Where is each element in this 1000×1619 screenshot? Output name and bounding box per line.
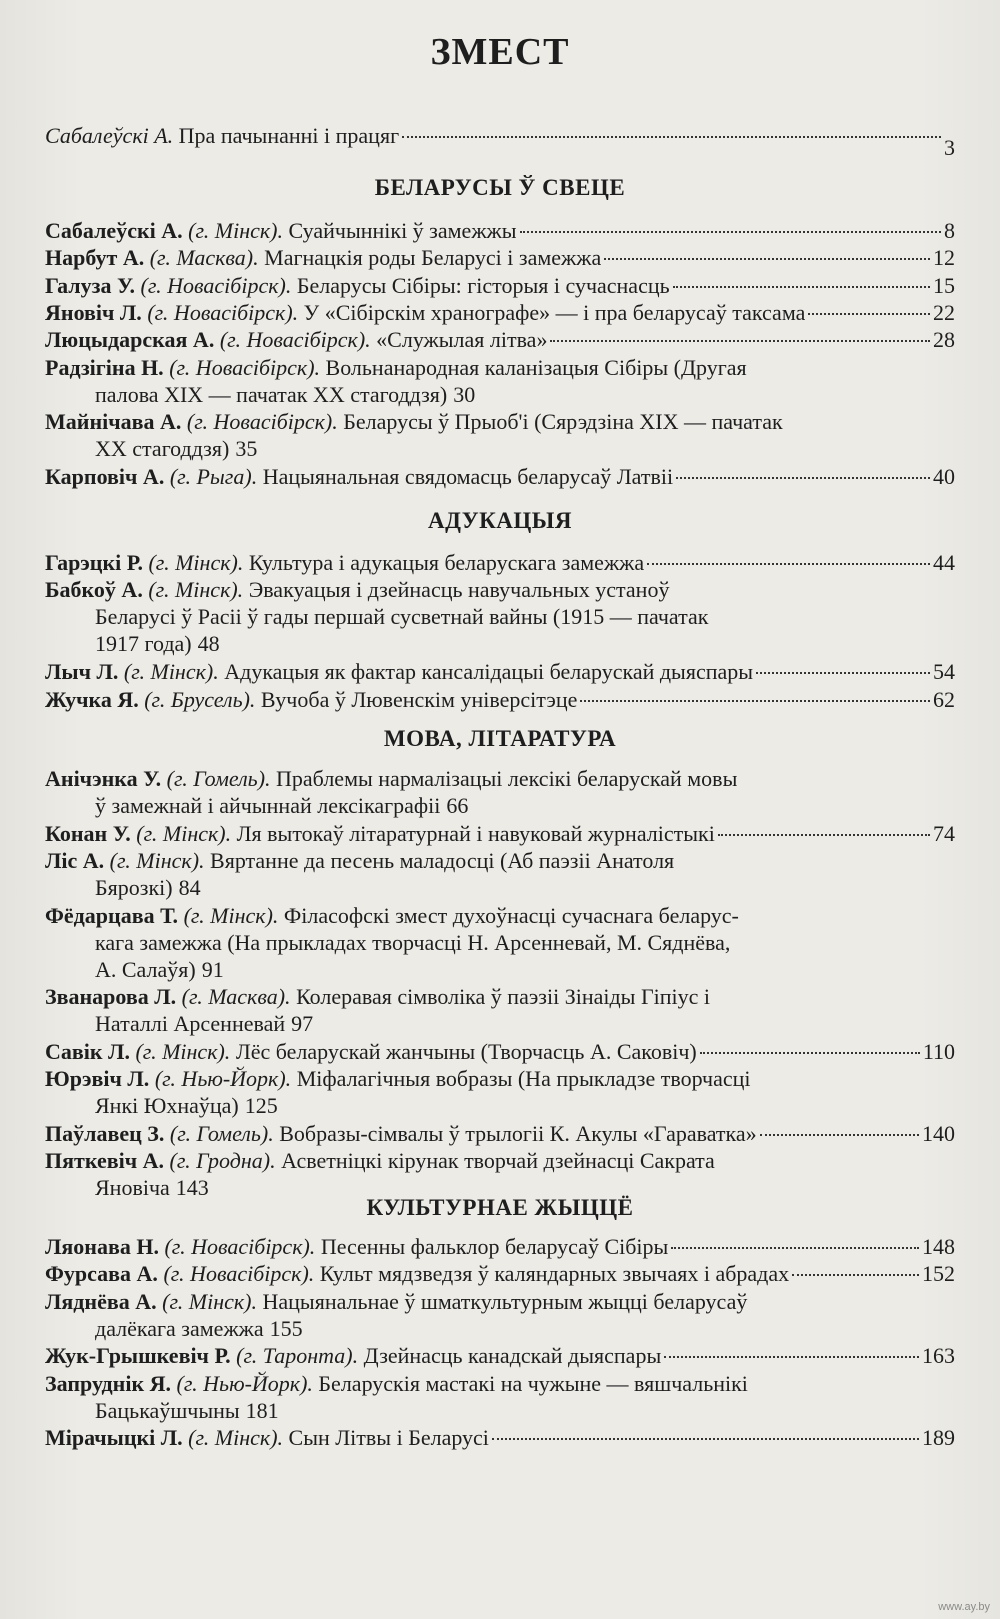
entry-city: (г. Гомель). xyxy=(169,1120,274,1146)
entry-city: (г. Мінск). xyxy=(109,847,205,873)
toc-entry-line xyxy=(45,658,955,685)
toc-entry[interactable] xyxy=(45,1233,955,1260)
toc-entry[interactable] xyxy=(45,1342,955,1369)
entry-text xyxy=(45,686,577,713)
entry-text xyxy=(45,122,399,149)
entry-author: Карповіч А. xyxy=(45,463,170,489)
entry-title: «Служылая літва» xyxy=(370,327,548,353)
toc-entry-continuation xyxy=(45,1092,955,1119)
page-number: 44 xyxy=(933,550,955,575)
toc-entry[interactable] xyxy=(45,549,955,576)
entry-title: У «Сібірскім хранографе» — і пра беларусаў таксама xyxy=(298,299,806,325)
entry-text xyxy=(45,355,747,380)
toc-entry-continuation xyxy=(45,1397,955,1424)
page-number: 74 xyxy=(933,820,955,846)
entry-title: Эвакуацыя і дзейнасць навучальных устаноў xyxy=(243,577,670,603)
entry-author: Пяткевіч А. xyxy=(45,1148,170,1174)
page-number: 125 xyxy=(244,1093,278,1119)
entry-author: Галуза У. xyxy=(45,272,141,298)
toc-entry[interactable] xyxy=(45,765,955,819)
toc-entry-continuation xyxy=(45,956,955,983)
entry-city: (г. Новасібірск). xyxy=(186,409,338,435)
entry-author: Жук-Грышкевіч Р. xyxy=(45,1343,237,1369)
toc-entry-line xyxy=(45,1120,955,1147)
toc-entry[interactable] xyxy=(45,408,955,462)
toc-entry-line xyxy=(45,1233,955,1260)
entry-city: (г. Мінск). xyxy=(136,820,232,846)
entry-city: (г. Мінск). xyxy=(148,577,244,603)
entry-author: Ляднёва А. xyxy=(45,1288,163,1314)
toc-entry-line xyxy=(45,1065,955,1092)
page-title: ЗМЕСТ xyxy=(430,31,570,73)
entry-author: Паўлавец З. xyxy=(45,1120,170,1146)
entry-author: Анічэнка У. xyxy=(45,766,167,791)
entry-text xyxy=(45,272,670,299)
entry-city: (г. Мінск). xyxy=(123,659,219,685)
dot-leader xyxy=(756,671,930,674)
entry-title: Міфалагічныя вобразы (На прыкладзе творчасці xyxy=(291,1066,751,1092)
entry-author: Сабалеўскі А. xyxy=(45,123,174,148)
entry-text xyxy=(45,766,737,791)
entry-text xyxy=(45,463,673,490)
toc-entry-line xyxy=(45,217,955,244)
page-number: 54 xyxy=(933,659,955,685)
entry-author: Конан У. xyxy=(45,820,137,846)
entry-author: Сабалеўскі А. xyxy=(45,218,189,243)
page-number: 62 xyxy=(933,686,955,712)
entry-title: Бацькаўшчыны xyxy=(95,1397,240,1423)
dot-leader xyxy=(676,476,930,479)
page-number: 181 xyxy=(245,1397,279,1423)
toc-entry[interactable] xyxy=(45,820,955,847)
section-heading: КУЛЬТУРНАЕ ЖЫЦЦЁ xyxy=(366,1195,634,1220)
section-heading: БЕЛАРУСЫ Ў СВЕЦЕ xyxy=(374,175,626,200)
page-number: 48 xyxy=(197,631,220,657)
entry-title: Вольнанародная каланізацыя Сібіры (Другая xyxy=(320,354,747,380)
entry-city: (г. Мінск). xyxy=(135,1039,231,1064)
toc-entry[interactable] xyxy=(45,272,955,299)
toc-entry-line xyxy=(45,1424,955,1451)
entry-city: (г. Мінск). xyxy=(188,218,283,243)
toc-entry-continuation xyxy=(45,792,955,819)
toc-entry-continuation xyxy=(45,630,955,657)
toc-entry-line xyxy=(45,408,955,435)
dot-leader xyxy=(520,230,941,233)
entry-text xyxy=(45,903,739,928)
page-number: 84 xyxy=(178,874,201,900)
entry-title: Лёс беларускай жанчыны (Творчасць А. Саковіч) xyxy=(230,1039,697,1064)
entry-city: (г. Новасібірск). xyxy=(147,299,299,325)
toc-entry-line xyxy=(45,299,955,326)
entry-city: (г. Нью-Йорк). xyxy=(154,1066,292,1092)
entry-city: (г. Рыга). xyxy=(169,463,258,489)
entry-text xyxy=(45,658,753,685)
toc-entry-line xyxy=(45,1147,955,1174)
entry-author: Ляонава Н. xyxy=(45,1234,165,1259)
toc-entry[interactable] xyxy=(45,244,955,271)
page-number: 110 xyxy=(922,1039,955,1064)
entry-city: (г. Нью-Йорк). xyxy=(176,1370,313,1396)
entry-text xyxy=(45,244,601,271)
page-number: 28 xyxy=(933,327,955,353)
entry-title: XX стагоддзя) xyxy=(95,436,230,462)
toc-entry[interactable] xyxy=(45,1147,955,1201)
toc-entry-line xyxy=(45,326,955,353)
entry-text xyxy=(45,1342,661,1369)
entry-text xyxy=(45,1066,751,1091)
page-number: 189 xyxy=(922,1425,955,1451)
entry-city: (г. Новасібірск). xyxy=(219,327,371,353)
entry-author: Майнічава А. xyxy=(45,409,187,435)
entry-text xyxy=(45,549,644,576)
entry-city: (г. Новасібірск). xyxy=(140,272,292,298)
entry-text xyxy=(45,1233,668,1260)
entry-author: Фурсава А. xyxy=(45,1261,164,1287)
toc-entry-intro[interactable] xyxy=(45,122,955,160)
toc-entry[interactable] xyxy=(45,658,955,685)
entry-author: Фёдарцава Т. xyxy=(45,902,184,928)
entry-text xyxy=(45,1371,748,1396)
toc-entry[interactable] xyxy=(45,354,955,408)
toc-entry[interactable] xyxy=(45,217,955,244)
entry-author: Гарэцкі Р. xyxy=(45,550,149,575)
entry-author: Лыч Л. xyxy=(45,659,124,685)
entry-text xyxy=(45,326,547,353)
entry-title: Вяртанне да песень маладосці (Аб паэзіі Анатоля xyxy=(204,847,675,873)
toc-entry[interactable] xyxy=(45,847,955,901)
entry-text xyxy=(45,984,710,1009)
entry-city: (г. Мінск). xyxy=(183,902,279,928)
entry-title: Сын Літвы і Беларусі xyxy=(283,1425,489,1451)
page-number: 40 xyxy=(933,463,955,489)
page-number: 8 xyxy=(944,218,955,243)
entry-title: Нацыянальная свядомасць беларусаў Латвіі xyxy=(257,463,674,489)
dot-leader xyxy=(792,1273,919,1276)
toc-entry-line xyxy=(45,1288,955,1315)
entry-title: Культ мядзведзя ў каляндарных звычаях і абрадах xyxy=(314,1261,790,1287)
toc-entry-continuation xyxy=(45,1010,955,1037)
toc-entry-line xyxy=(45,983,955,1010)
entry-title: палова XIX — пачатак XX стагоддзя) xyxy=(95,381,448,407)
toc-entry[interactable] xyxy=(45,1424,955,1451)
page-number: 155 xyxy=(269,1315,303,1341)
entry-text xyxy=(45,1148,715,1173)
entry-title: Вучоба ў Лювенскім універсітэце xyxy=(255,686,578,712)
toc-entry-line xyxy=(45,549,955,576)
dot-leader xyxy=(647,562,930,565)
entry-text xyxy=(45,1260,789,1287)
entry-title: Янкі Юхнаўца) xyxy=(95,1093,239,1119)
toc-entry-continuation xyxy=(45,929,955,956)
entry-city: (г. Гомель). xyxy=(166,766,271,791)
entry-author: Радзігіна Н. xyxy=(45,354,170,380)
entry-text xyxy=(45,1038,697,1065)
page-number: 97 xyxy=(291,1011,314,1037)
watermark: www.ay.by xyxy=(938,1601,990,1613)
dot-leader xyxy=(580,699,930,702)
toc-entry[interactable] xyxy=(45,983,955,1037)
toc-entry-line xyxy=(45,847,955,874)
dot-leader xyxy=(402,135,941,138)
entry-author: Ліс А. xyxy=(45,847,110,873)
dot-leader xyxy=(604,257,930,260)
dot-leader xyxy=(718,833,930,836)
entry-city: (г. Новасібірск). xyxy=(169,354,321,380)
page-number: 35 xyxy=(235,436,258,462)
entry-text xyxy=(45,1120,757,1147)
page-number: 15 xyxy=(933,272,955,298)
entry-city: (г. Масква). xyxy=(181,984,291,1010)
toc-entry-line xyxy=(45,765,955,792)
toc-entry-line xyxy=(45,354,955,381)
entry-city: (г. Мінск). xyxy=(162,1288,257,1314)
entry-text xyxy=(45,577,669,602)
entry-title: Яновіча xyxy=(95,1175,170,1201)
entry-text xyxy=(45,217,517,244)
page-number: 66 xyxy=(446,793,469,818)
entry-title: Філасофскі змест духоўнасці сучаснага беларус- xyxy=(278,902,739,928)
toc-entry-line xyxy=(45,122,955,160)
toc-entry[interactable] xyxy=(45,1038,955,1065)
toc-entry-line xyxy=(45,1370,955,1397)
dot-leader xyxy=(673,285,930,288)
toc-entry[interactable] xyxy=(45,1065,955,1119)
entry-title: Беларусы ў Прыоб'і (Сярэдзіна XIX — пачатак xyxy=(337,409,783,435)
toc-entry-line xyxy=(45,1342,955,1369)
dot-leader xyxy=(550,339,930,342)
page-number: 148 xyxy=(922,1234,955,1259)
page-number: 143 xyxy=(175,1175,209,1201)
entry-title: Колеравая сімволіка ў паэзіі Зінаіды Гіпіус і xyxy=(290,984,711,1010)
entry-title: Бярозкі) xyxy=(95,874,173,900)
toc-entry[interactable] xyxy=(45,1288,955,1342)
toc-entry[interactable] xyxy=(45,686,955,713)
toc-entry-line xyxy=(45,820,955,847)
entry-text xyxy=(45,409,783,434)
section-heading: АДУКАЦЫЯ xyxy=(428,508,572,533)
entry-title: Асветніцкі кірунак творчай дзейнасці Сакрата xyxy=(275,1148,715,1174)
entry-title: далёкага замежжа xyxy=(95,1315,264,1341)
page-number: 12 xyxy=(933,245,955,271)
page-number: 30 xyxy=(453,381,476,407)
entry-author: Юрэвіч Л. xyxy=(45,1066,155,1092)
entry-city: (г. Новасібірск). xyxy=(163,1261,315,1287)
entry-author: Нарбут А. xyxy=(45,245,150,271)
toc-entry-line xyxy=(45,272,955,299)
entry-title: Беларусы Сібіры: гісторыя і сучаснасць xyxy=(291,272,670,298)
page-number: 152 xyxy=(922,1261,955,1287)
page-number: 22 xyxy=(933,299,955,325)
toc-entry-continuation xyxy=(45,381,955,408)
toc-entry-continuation xyxy=(45,435,955,462)
entry-city: (г. Новасібірск). xyxy=(164,1234,316,1259)
entry-author: Жучка Я. xyxy=(45,686,145,712)
toc-entry-line xyxy=(45,1038,955,1065)
entry-text xyxy=(45,848,674,873)
entry-title: Культура і адукацыя беларускага замежжа xyxy=(243,550,645,575)
toc-entry[interactable] xyxy=(45,299,955,326)
entry-text xyxy=(45,1424,489,1451)
entry-author: Бабкоў А. xyxy=(45,577,149,603)
toc-entry[interactable] xyxy=(45,1370,955,1424)
toc-entry-continuation xyxy=(45,874,955,901)
entry-title: Песенны фальклор беларусаў Сібіры xyxy=(315,1234,669,1259)
entry-title: Суайчыннікі ў замежжы xyxy=(283,218,517,243)
entry-city: (г. Мінск). xyxy=(188,1425,284,1451)
entry-title: кага замежжа (На прыкладах творчасці Н. Арсенневай, М. Сяднёва, xyxy=(95,929,731,955)
entry-author: Савік Л. xyxy=(45,1039,136,1064)
dot-leader xyxy=(808,312,930,315)
entry-title: Пра пачынанні і працяг xyxy=(173,123,400,148)
entry-title: Беларусі ў Расіі ў гады першай сусветнай вайны (1915 — пачатак xyxy=(95,604,709,630)
entry-title: Беларускія мастакі на чужыне — вяшчальнікі xyxy=(312,1370,748,1396)
entry-author: Запруднік Я. xyxy=(45,1370,177,1396)
entry-title: А. Салаўя) xyxy=(95,956,196,982)
entry-city: (г. Гродна). xyxy=(169,1148,276,1174)
section-heading: МОВА, ЛІТАРАТУРА xyxy=(383,726,617,751)
entry-city: (г. Таронта). xyxy=(236,1343,359,1369)
dot-leader xyxy=(700,1051,920,1054)
entry-title: Ля вытокаў літаратурнай і навуковай журналістыкі xyxy=(231,820,715,846)
entry-title: Адукацыя як фактар кансалідацыі беларускай дыяспары xyxy=(218,659,754,685)
entry-title: ў замежнай і айчыннай лексікаграфіі xyxy=(95,793,441,818)
entry-title: Наталлі Арсенневай xyxy=(95,1011,286,1037)
dot-leader xyxy=(671,1246,919,1249)
dot-leader xyxy=(664,1355,919,1358)
toc-entry-line xyxy=(45,576,955,603)
entry-city: (г. Мінск). xyxy=(148,550,244,575)
toc-entry[interactable] xyxy=(45,463,955,490)
toc-entry-line xyxy=(45,463,955,490)
dot-leader xyxy=(760,1133,919,1136)
page-number: 163 xyxy=(922,1343,955,1369)
entry-title: Магнацкія роды Беларусі і замежжа xyxy=(258,245,602,271)
dot-leader xyxy=(492,1437,919,1440)
entry-author: Люцыдарская А. xyxy=(45,327,220,353)
toc-entry-line xyxy=(45,244,955,271)
entry-text xyxy=(45,820,715,847)
toc-entry-line xyxy=(45,1260,955,1287)
entry-title: 1917 года) xyxy=(95,631,192,657)
toc-entry[interactable] xyxy=(45,576,955,657)
page-number: 140 xyxy=(922,1120,955,1146)
entry-title: Нацыянальнае ў шматкультурным жыцці беларусаў xyxy=(257,1288,748,1314)
entry-city: (г. Брусель). xyxy=(144,686,256,712)
entry-author: Мірачыцкі Л. xyxy=(45,1425,189,1451)
toc-entry[interactable] xyxy=(45,1260,955,1287)
entry-city: (г. Масква). xyxy=(149,245,259,271)
toc-entry[interactable] xyxy=(45,1120,955,1147)
toc-entry-line xyxy=(45,902,955,929)
entry-author: Яновіч Л. xyxy=(45,299,148,325)
entry-author: Званарова Л. xyxy=(45,984,182,1010)
toc-entry[interactable] xyxy=(45,326,955,353)
toc-entry[interactable] xyxy=(45,902,955,983)
page-number: 3 xyxy=(944,135,955,160)
toc-entry-continuation xyxy=(45,1315,955,1342)
entry-text xyxy=(45,299,805,326)
entry-title: Дзейнасць канадскай дыяспары xyxy=(358,1343,662,1369)
toc-entry-line xyxy=(45,686,955,713)
page-number: 91 xyxy=(201,956,224,982)
entry-title: Праблемы нармалізацыі лексікі беларускай мовы xyxy=(270,766,738,791)
entry-title: Вобразы-сімвалы ў трылогіі К. Акулы «Гараватка» xyxy=(273,1120,757,1146)
toc-entry-continuation xyxy=(45,603,955,630)
entry-text xyxy=(45,1289,747,1314)
